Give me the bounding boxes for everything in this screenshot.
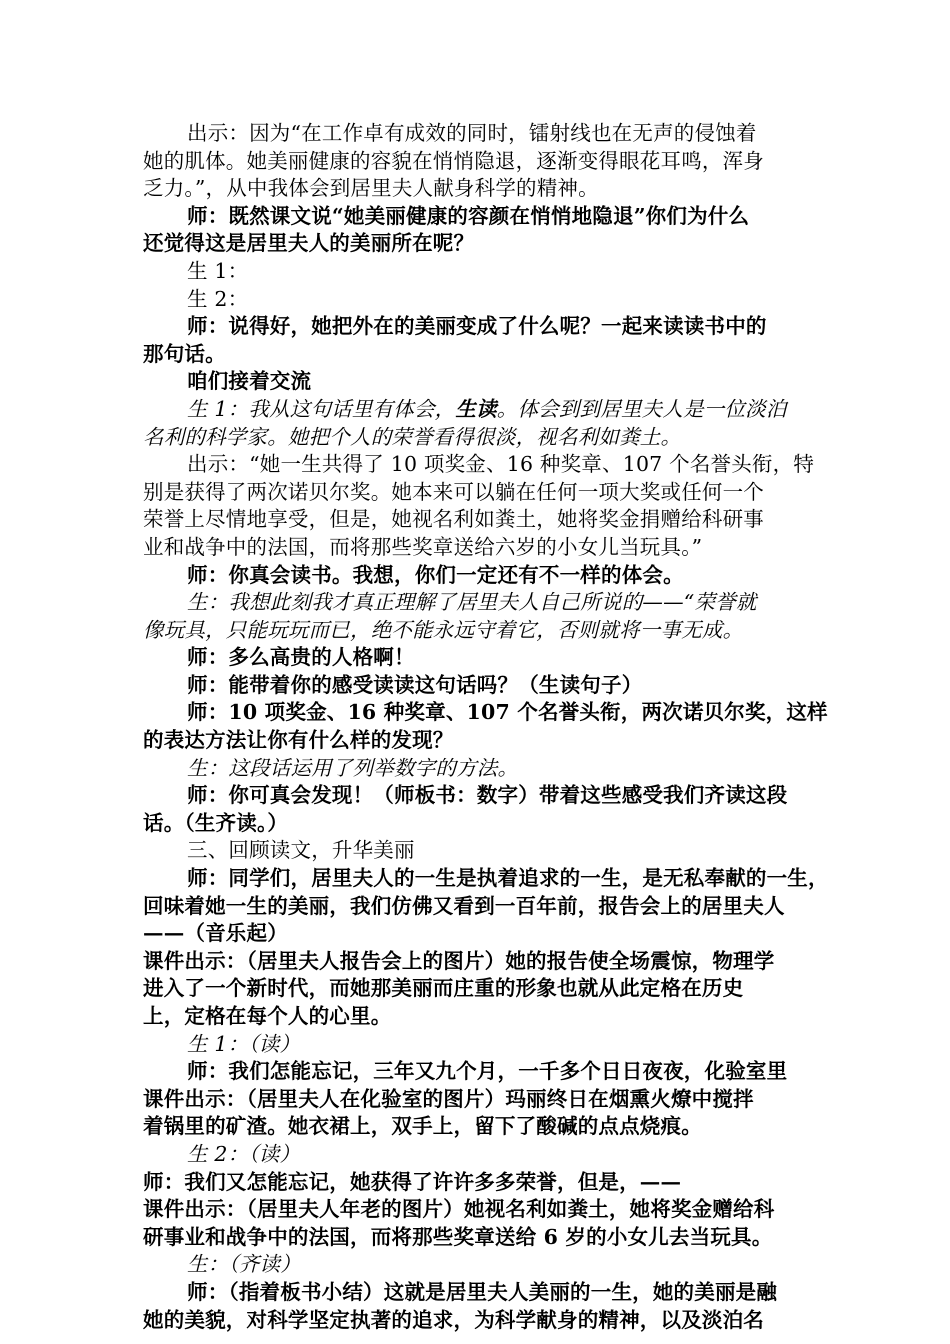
text-line-content: 生 1： [187, 258, 249, 283]
text-line [143, 120, 815, 148]
text-line-content: 她的肌体。她美丽健康的容貌在悄悄隐退，逐渐变得眼花耳鸣，浑身 [143, 148, 764, 173]
text-line [143, 203, 815, 231]
text-line-content: 师：10 项奖金、16 种奖章、107 个名誉头衔，两次诺贝尔奖，这样 [187, 700, 828, 725]
text-line-content: 课件出示：（居里夫人年老的图片）她视名利如粪土，她将奖金赠给科 [143, 1197, 775, 1222]
text-line-content: 师：既然课文说“她美丽健康的容颜在悄悄地隐退”你们为什么 [187, 203, 750, 228]
text-line-content: 师：同学们，居里夫人的一生是执着追求的一生，是无私奉献的一生， [187, 866, 829, 891]
text-line [143, 975, 815, 1003]
text-line-content: 乏力。”，从中我体会到居里夫人献身科学的精神。 [143, 176, 599, 201]
text-line-content: 生 2： [187, 286, 249, 311]
text-line [143, 1113, 815, 1141]
text-line-content: ——（音乐起） [143, 921, 288, 946]
text-line [143, 1003, 815, 1031]
text-line-content: 名利的科学家。她把个人的荣誉看得很淡，视名利如粪土。 [143, 424, 682, 449]
text-line [143, 948, 815, 976]
text-line [143, 1058, 815, 1086]
text-line-content: 业和战争中的法国，而将那些奖章送给六岁的小女儿当玩具。” [143, 534, 703, 559]
text-line-content: 出示：“她一生共得了 10 项奖金、16 种奖章、107 个名誉头衔，特 [187, 452, 815, 477]
emphasis-text: 生读 [455, 396, 497, 421]
text-line [143, 782, 815, 810]
text-line-content: 荣誉上尽情地享受，但是，她视名利如粪土，她将奖金捐赠给科研事 [143, 507, 764, 532]
text-line [143, 451, 815, 479]
text-line-content: 生：我想此刻我才真正理解了居里夫人自己所说的——“荣誉就 [187, 590, 757, 615]
text-line-content: 那句话。 [143, 341, 226, 366]
text-line [143, 893, 815, 921]
text-line-content: 三、回顾读文，升华美丽 [187, 838, 415, 863]
text-line [143, 1251, 815, 1279]
text-line-content: 她的美貌，对科学坚定执著的追求，为科学献身的精神，以及淡泊名 [143, 1307, 764, 1332]
document-page [143, 120, 829, 1334]
text-line-content: 师：（指着板书小结）这就是居里夫人美丽的一生，她的美丽是融 [187, 1279, 778, 1304]
text-line-continuation: 。体会到到居里夫人是一位淡泊 [496, 396, 787, 421]
text-line [143, 1086, 815, 1114]
text-line [143, 1196, 815, 1224]
text-line-content: 咱们接着交流 [187, 369, 312, 394]
text-line-content: 生：这段话运用了列举数字的方法。 [187, 755, 519, 780]
text-line-content: 师：你可真会发现！（师板书：数字）带着这些感受我们齐读这段 [187, 783, 788, 808]
text-line [143, 424, 815, 452]
text-line-content: 回味着她一生的美丽，我们仿佛又看到一百年前，报告会上的居里夫人 [143, 893, 785, 918]
text-line [143, 810, 815, 838]
text-line-content: 生 1：我从这句话里有体会， [187, 396, 456, 421]
text-line [143, 1169, 815, 1197]
text-line-content: 上，定格在每个人的心里。 [143, 1004, 392, 1028]
text-line [143, 1031, 815, 1059]
text-line [143, 865, 829, 893]
text-line-content: 进入了一个新时代，而她那美丽而庄重的形象也就从此定格在历史 [143, 976, 744, 1001]
text-line-content: 师：多么高贵的人格啊！ [187, 645, 415, 670]
text-line [143, 230, 815, 258]
text-line [143, 562, 815, 590]
text-line [143, 534, 815, 562]
text-line-content: 的表达方法让你有什么样的发现？ [143, 728, 454, 753]
text-line-content: 还觉得这是居里夫人的美丽所在呢？ [143, 231, 475, 256]
text-line-content: 研事业和战争中的法国，而将那些奖章送给 6 岁的小女儿去当玩具。 [143, 1224, 773, 1249]
text-line-content: 师：说得好，她把外在的美丽变成了什么呢？一起来读读书中的 [187, 314, 767, 339]
text-line [143, 506, 815, 534]
text-line [143, 396, 815, 424]
text-line-content: 话。（生齐读。） [143, 810, 289, 835]
text-line [143, 837, 815, 865]
text-line-content: 师：我们又怎能忘记，她获得了许许多多荣誉，但是，—— [143, 1169, 682, 1194]
text-line-content: 师：能带着你的感受读读这句话吗？（生读句子） [187, 672, 643, 697]
text-line [143, 920, 815, 948]
text-line-content: 像玩具，只能玩玩而已，绝不能永远守着它，否则就将一事无成。 [143, 617, 744, 642]
text-line [143, 368, 815, 396]
text-line-content: 课件出示：（居里夫人报告会上的图片）她的报告使全场震惊，物理学 [143, 948, 775, 973]
text-line [143, 1279, 815, 1307]
text-line [143, 313, 815, 341]
text-line [143, 727, 815, 755]
text-line-content: 生 1：（读） [187, 1031, 301, 1056]
text-line [143, 1224, 815, 1252]
text-line-content: 出示：因为“在工作卓有成效的同时，镭射线也在无声的侵蚀着 [187, 121, 757, 145]
text-line-content: 课件出示：（居里夫人在化验室的图片）玛丽终日在烟熏火燎中搅拌 [143, 1086, 754, 1111]
text-line [143, 699, 828, 727]
text-line [143, 175, 815, 203]
text-line [143, 672, 815, 700]
text-line-content: 别是获得了两次诺贝尔奖。她本来可以躺在任何一项大奖或任何一个 [143, 479, 764, 504]
text-line [143, 755, 815, 783]
text-line [143, 1307, 815, 1335]
text-line [143, 617, 815, 645]
text-line [143, 148, 815, 176]
text-line-content: 师：你真会读书。我想，你们一定还有不一样的体会。 [187, 562, 684, 587]
text-line [143, 479, 815, 507]
text-line-content: 生 2：（读） [187, 1141, 301, 1166]
text-line-content: 生：（齐读） [187, 1252, 301, 1277]
text-line-content: 师：我们怎能忘记，三年又九个月，一千多个日日夜夜，化验室里 [187, 1059, 788, 1084]
text-line [143, 1141, 815, 1169]
text-line [143, 341, 815, 369]
text-line [143, 589, 815, 617]
text-line [143, 644, 815, 672]
text-line [143, 258, 815, 286]
text-line [143, 286, 815, 314]
text-line-content: 着锅里的矿渣。她衣裙上，双手上，留下了酸碱的点点烧痕。 [143, 1114, 702, 1139]
